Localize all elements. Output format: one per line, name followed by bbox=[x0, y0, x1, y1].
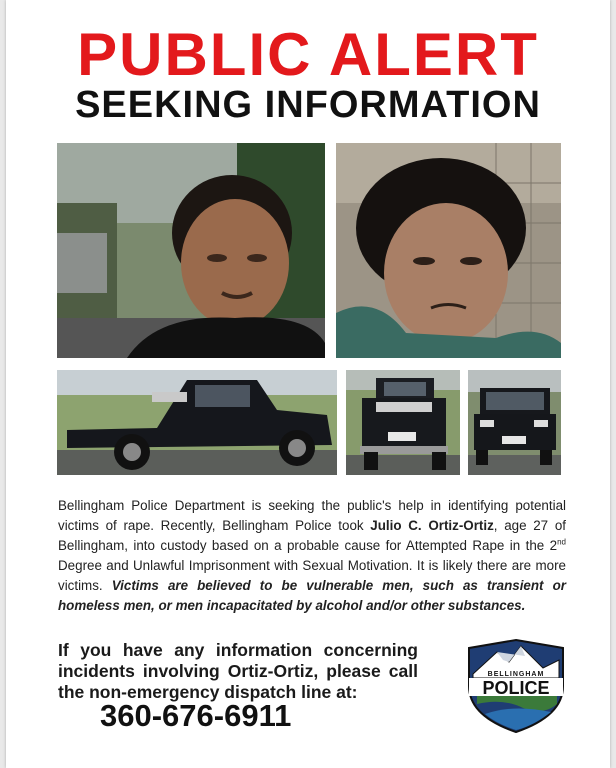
bellingham-police-logo bbox=[463, 638, 569, 734]
suspect-name: Julio C. Ortiz-Ortiz bbox=[370, 518, 494, 533]
truck-photo-rear bbox=[346, 370, 460, 475]
logo-top-text: BELLINGHAM bbox=[487, 671, 545, 678]
suspect-photo-closeup bbox=[336, 143, 561, 358]
body-paragraph bbox=[58, 496, 566, 616]
alert-title: PUBLIC ALERT bbox=[77, 21, 539, 88]
truck-photo-side bbox=[57, 370, 337, 475]
body-text-part: Bellingham Police Department is seeking the public's help in identifying potential victims of rape. Recently, Bellingham Police took bbox=[58, 498, 566, 533]
victim-description: Victims are believed to be vulnerable men, such as transient or homeless men, or men incapacitated by alcohol and/or other substances. bbox=[58, 578, 566, 613]
ordinal-suffix: nd bbox=[557, 537, 566, 547]
body-text-part: Degree and Unlawful Imprisonment with Sexual Motivation. It is likely there are more victims. bbox=[58, 558, 566, 593]
dispatch-phone-number[interactable]: 360-676-6911 bbox=[100, 698, 292, 733]
truck-photo-front bbox=[468, 370, 561, 475]
contact-instructions: If you have any information concerning incidents involving Ortiz-Ortiz, please call the non-emergency dispatch line at: bbox=[58, 640, 418, 702]
logo-main-text: POLICE bbox=[482, 678, 550, 698]
suspect-photo-front bbox=[57, 143, 325, 358]
alert-subtitle: SEEKING INFORMATION bbox=[75, 84, 541, 126]
body-text-part: , age 27 of Bellingham, into custody based on a probable cause for Attempted Rape in the 2 bbox=[58, 518, 566, 553]
